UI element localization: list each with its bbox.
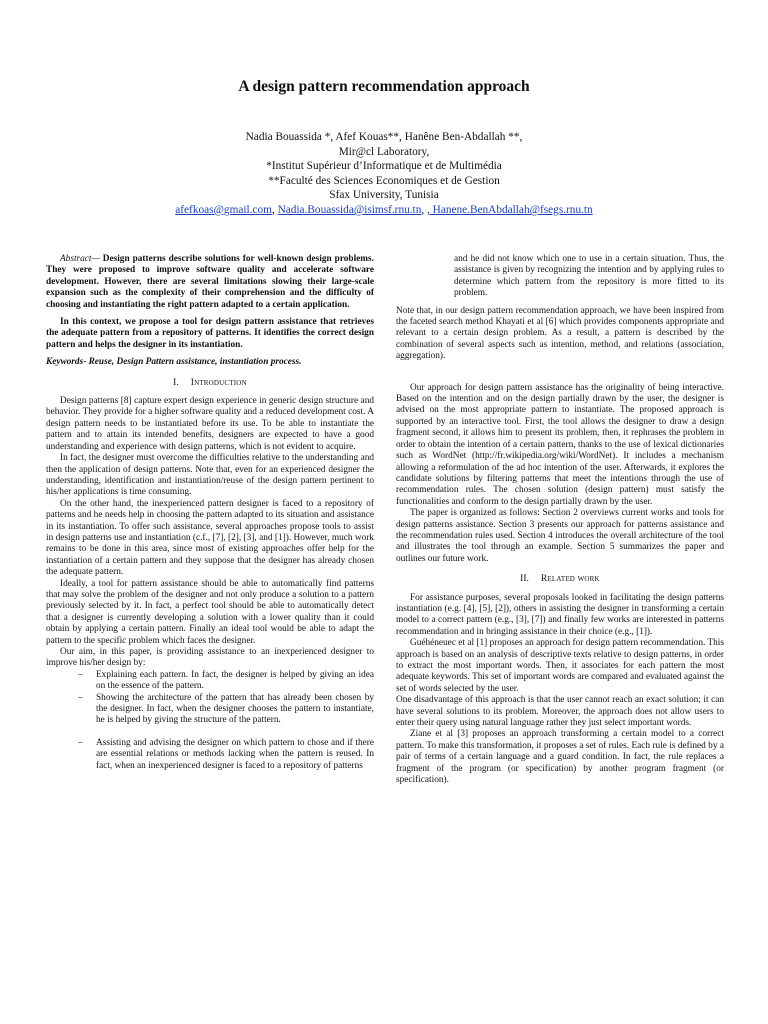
intro-paragraph-4: Ideally, a tool for pattern assistance should be able to automatically find patterns that may solve the problem of the designer and not only produce a solution to a pattern previously selected by it. In fact, a perfect tool should be able to automatically detect that a designer is currently developing a solution with a lower quality than it could obtain by applying a certain pattern. Finally an ideal tool would be able to adapt the pattern to the specific problem which faces the designer. [46, 578, 374, 646]
list-item-text: Explaining each pattern. In fact, the designer is helped by giving an idea on the essence of the pattern. [96, 669, 374, 692]
laboratory: Mir@cl Laboratory, [338, 145, 430, 158]
dash-bullet: – [78, 692, 83, 703]
section-heading-introduction [46, 378, 374, 389]
keywords: Keywords- Reuse, Design Pattern assistance, instantiation process. [46, 357, 302, 368]
related-paragraph-2: Guéhéneuec et al [1] proposes an approach for design pattern recommendation. This approach is based on an analysis of descriptive texts relative to design patterns, in order to extract the most important words. Then, it associates for each pattern the most adequate keywords. This set of important words are compared and evaluated against the set of words selected by the user. [396, 638, 724, 694]
related-paragraph-1: For assistance purposes, several proposals looked in facilitating the design patterns instantiation (e.g. [4], [5], [2]), others in assisting the designer in transforming a certain model to a correct pattern (e.g., [3], [7]) and finally few works are interested in patterns recommendation and in bringing assistance in their choice (e.g., [1]). [396, 592, 724, 637]
organization-paragraph: The paper is organized as follows: Section 2 overviews current works and tools for design patterns assistance. Section 3 presents our approach for patterns assistance and the recommendation rules used. Section 4 introduces the overall architecture of the tool and illustrates the tool through an example. Section 5 summarizes the paper and outlines our future work. [396, 508, 724, 564]
list-item-text: Showing the architecture of the pattern that has already been chosen by the designer. In fact, when the designer chooses the pattern to instantiate, he is helped by giving the structure of the pattern. [96, 692, 374, 726]
section-number: II. [520, 574, 529, 585]
related-paragraph-4: Ziane et al [3] proposes an approach transforming a certain model to a correct pattern. To make this transformation, it proposes a set of rules. Each rule is defined by a pair of terms of a certain language and a guard condition. In fact, the rule replaces a fragment of the program (or specification) by another program fragment (or specification). [396, 729, 724, 786]
related-paragraph-3: One disadvantage of this approach is that the user cannot reach an exact solution; it can have several solutions to its problem. Moreover, the approach does not allow users to enter their query using natural language rather they just select important words. [396, 695, 724, 729]
abstract-text: Design patterns describe solutions for well-known design problems. They were proposed to improve software quality and accelerate software development. However, there are several limitations slowing their large-scale expansion such as the complexity of their comprehension and the difficulty of choosing and instantiating the right pattern adapted to a certain application. [46, 254, 374, 310]
approach-paragraph: Our approach for design pattern assistance has the originality of being interactive. Based on the intention and on the design partially drawn by the user, the designer is advised on the most appropriate pattern to instantiate. The proposed approach is supported by an interactive tool. First, the tool allows the designer to draw a design fragment second, it allows him to present its problem, then, it rephrases the problem in order to obtain the intention of a certain pattern, thanks to the use of lexical dictionaries such as WordNet (http://fr.wikipedia.org/wiki/WordNet). It includes a mechanism allowing a reformulation of the ad hoc intention of the user. Afterwards, it explores the candidate solutions by filtering patterns that meet the intentions through the use of recommendation rules. The chosen solution (design pattern) must satisfy the functionalities and conform to the design partially drawn by the user. [396, 382, 724, 507]
affiliation-2: **Faculté des Sciences Economiques et de Gestion [268, 174, 500, 187]
list-item-continuation: and he did not know which one to use in a certain situation. Thus, the assistance is given by recognizing the intention and by applying rules to determine which pattern from the repository is more fitted to its problem. [454, 254, 724, 299]
email-link-kouas[interactable]: afefkoas@gmail.com [175, 203, 272, 216]
left-column [46, 254, 374, 772]
list-item-text: Assisting and advising the designer on which pattern to chose and if there are essential relations or methods lacking when the pattern is reused. In fact, when an inexperienced designer is faced to a repository of patterns [96, 737, 374, 771]
contribution-list [46, 670, 374, 772]
email-separator: , [271, 203, 278, 216]
abstract-paragraph [46, 254, 374, 311]
note-paragraph: Note that, in our design pattern recommendation approach, we have been inspired from the faceted search method Khayati et al [6] which provides components appropriate and relevant to a certain design problem. As a result, a pattern is described by the combination of several aspects such as intention, method, and relations (association, aggregation). [396, 305, 724, 362]
email-link-bouassida[interactable]: Nadia.Bouassida@isimsf.rnu.tn [277, 203, 422, 216]
paper-title: A design pattern recommendation approach [238, 78, 530, 95]
intro-paragraph-3: On the other hand, the inexperienced pattern designer is faced to a repository of patterns and he needs help in choosing the pattern adapted to its situation and assistance in its instantiation. To offer such assistance, several approaches propose tools to assist in design patterns use and instantiation (c.f., [7], [2], [3], and [1]). However, much work remains to be done in this area, since most of existing approaches offer help for the instantiation of a certain pattern and they suppose that the designer has already chosen the adequate pattern. [46, 498, 374, 578]
section-title: Related work [540, 574, 600, 585]
right-column [396, 254, 724, 786]
section-heading-related-work [396, 574, 724, 585]
email-separator: , [421, 203, 428, 216]
dash-bullet: – [78, 737, 83, 748]
intro-paragraph-2: In fact, the designer must overcome the difficulties relative to the understanding and then the application of design patterns. Note that, even for an experienced designer the understanding, identification and instantiation/reuse of the design pattern pertinent to his/her applications is time consuming. [46, 453, 374, 498]
author-block [0, 130, 768, 218]
section-title: Introduction [190, 377, 247, 388]
section-number: I. [173, 377, 179, 388]
intro-paragraph-5: Our aim, in this paper, is providing assistance to an inexperienced designer to improve his/her design by: [46, 647, 374, 669]
authors-line: Nadia Bouassida *, Afef Kouas**, Hanêne Ben-Abdallah **, [245, 131, 523, 143]
email-link-benabdallah[interactable]: , Hanene.BenAbdallah@fsegs.rnu.tn [427, 203, 593, 216]
abstract-label: Abstract— [60, 254, 100, 264]
affiliation-1: *Institut Supérieur d’Informatique et de Multimédia [266, 160, 502, 173]
university-location: Sfax University, Tunisia [329, 189, 439, 202]
intro-paragraph-1: Design patterns [8] capture expert design experience in generic design structure and behavior. They provide for a higher software quality and a reduced development cost. A design pattern needs to be instantiated before its use. To be able to instantiate the pattern and to attain its intended benefits, designers are expected to have a good understanding and experience with design patterns, which is not evident to acquire. [46, 396, 374, 452]
list-item [78, 738, 374, 772]
dash-bullet: – [78, 669, 83, 680]
list-item [78, 693, 374, 727]
email-line [0, 203, 768, 218]
abstract-paragraph-2: In this context, we propose a tool for design pattern assistance that retrieves the adequate pattern from a repository of patterns. It identifies the correct design pattern and helps the designer in its instantiation. [46, 317, 374, 350]
list-item [78, 670, 374, 693]
